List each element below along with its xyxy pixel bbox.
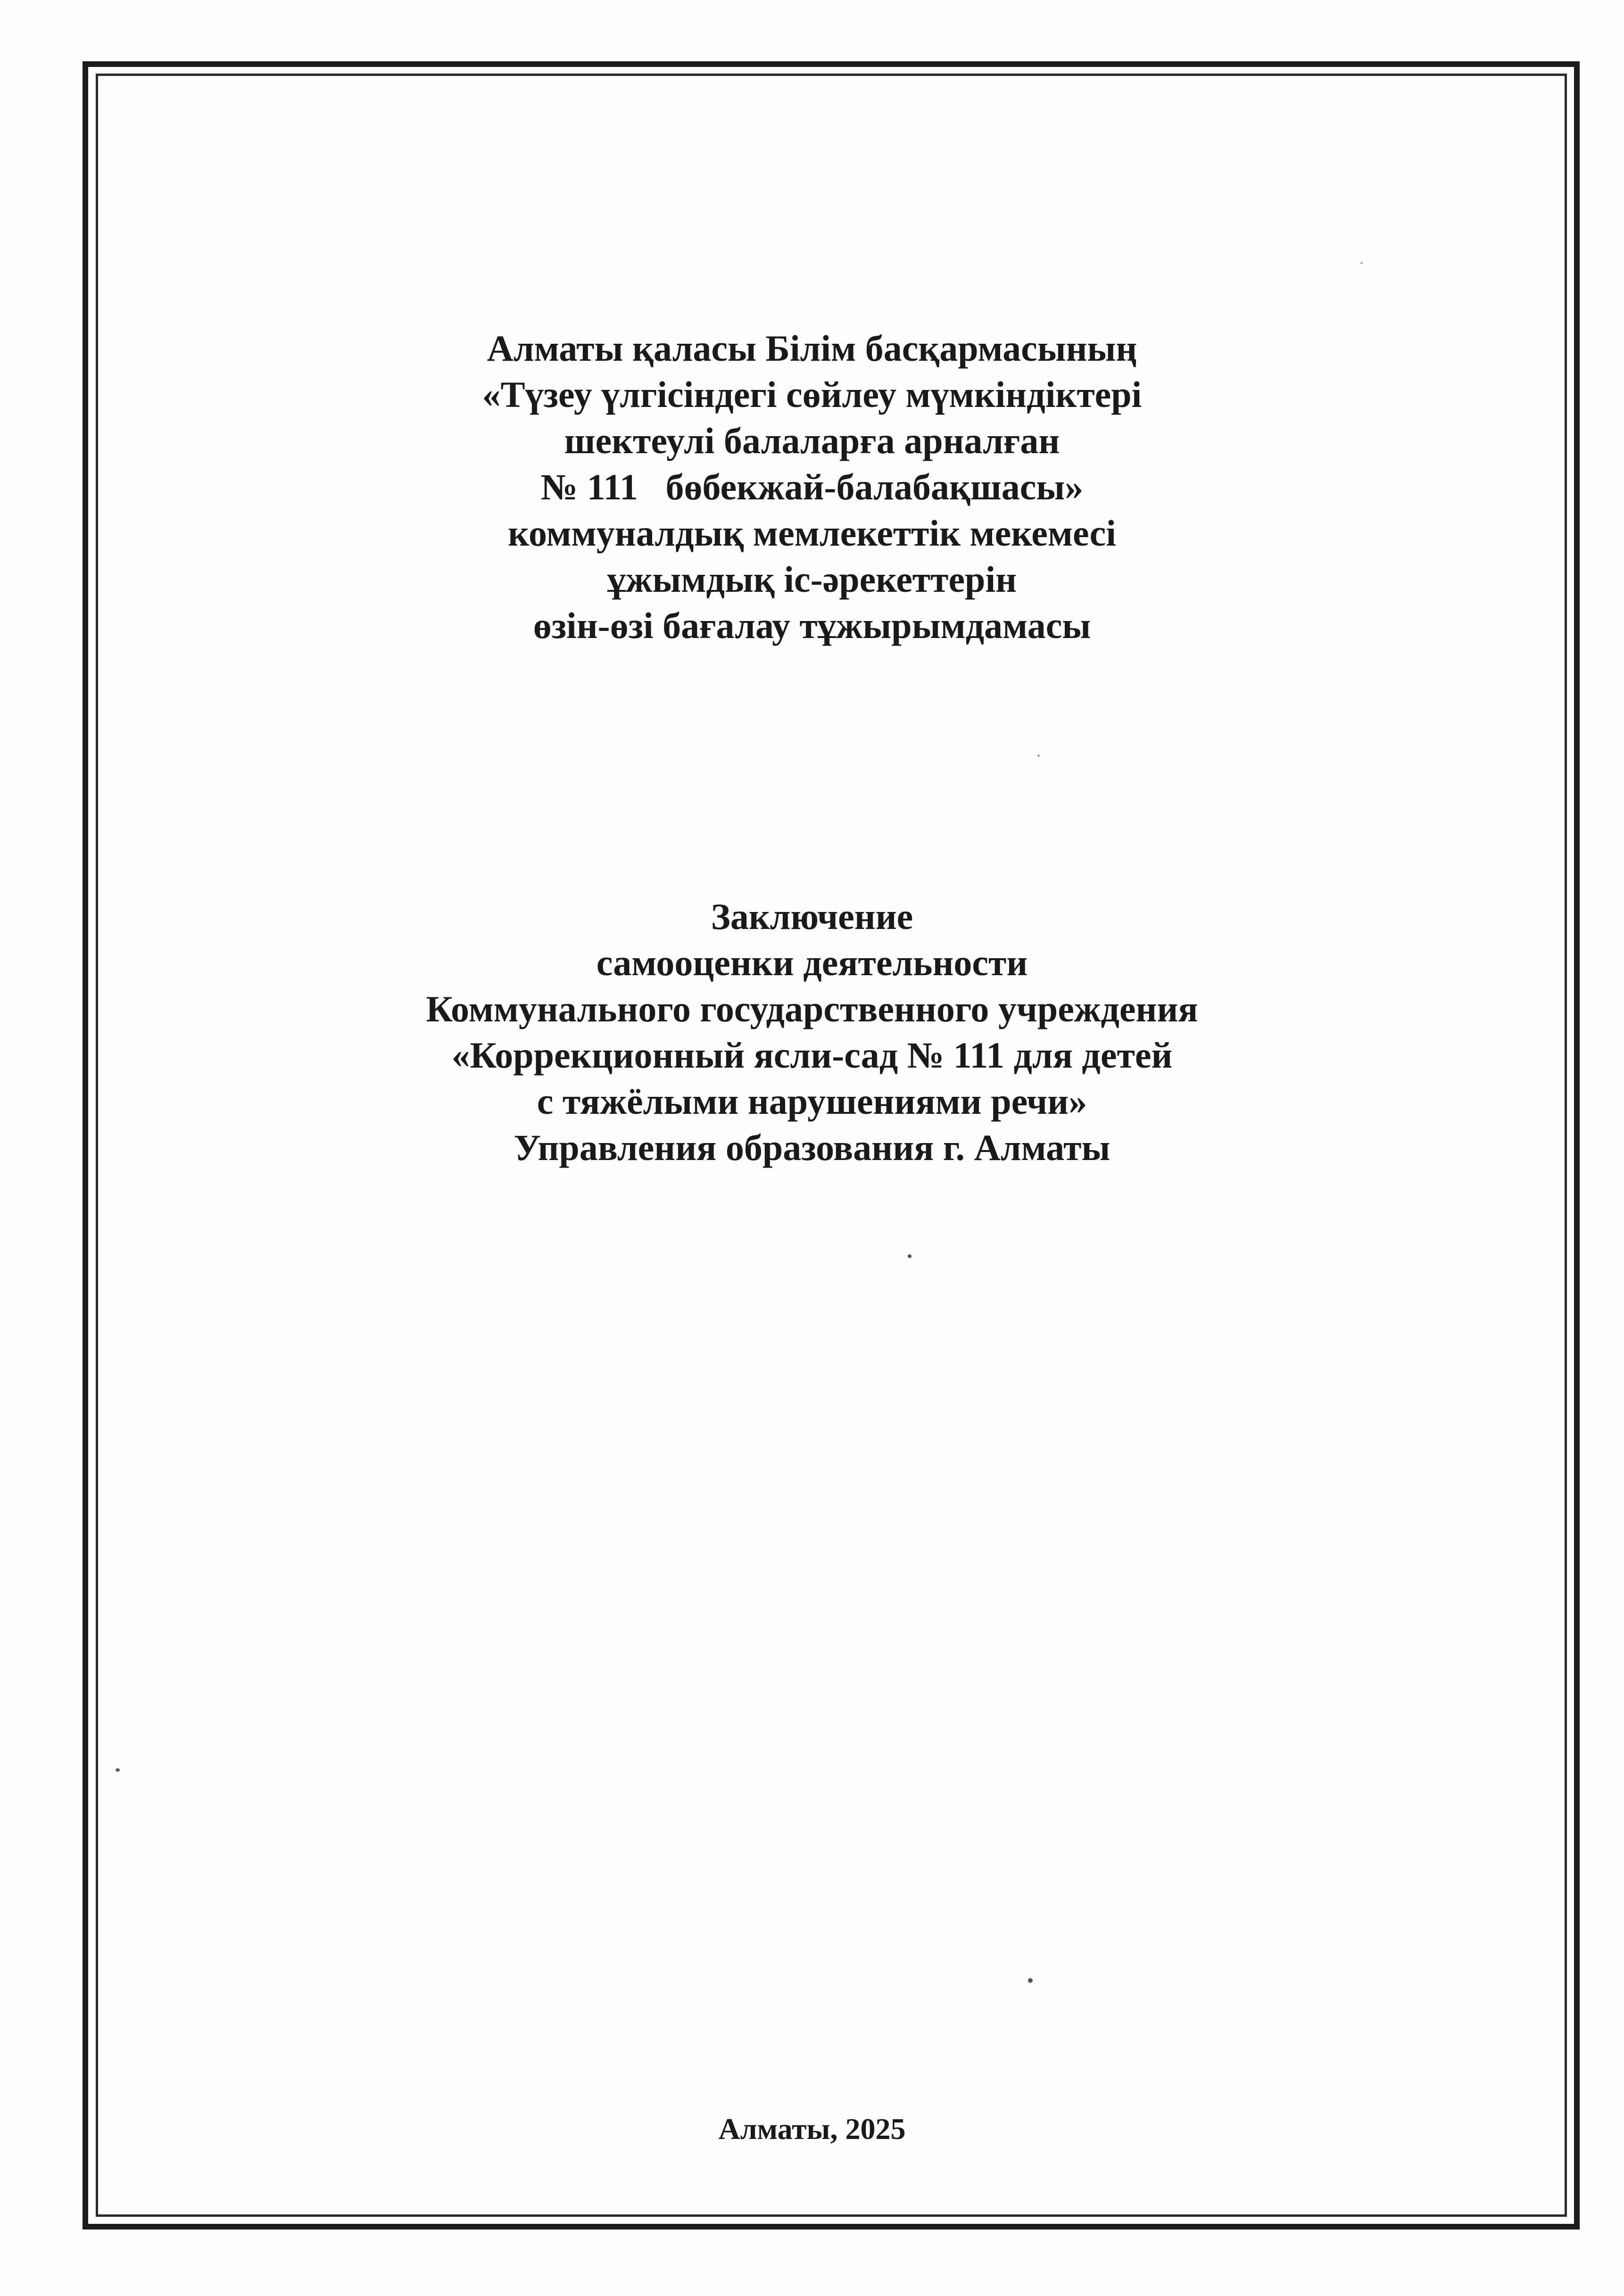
scan-speck [908, 1254, 911, 1258]
scan-speck [1028, 1978, 1033, 1983]
kazakh-title-line: «Түзеу үлгісіндегі сөйлеу мүмкіндіктері [482, 374, 1142, 415]
kazakh-title-line: коммуналдық мемлекеттік мекемесі [508, 513, 1116, 554]
scan-speck [1037, 754, 1040, 757]
russian-title-block [0, 894, 1624, 1171]
kazakh-title-line: ұжымдық іс-әрекеттерін [607, 559, 1017, 600]
scan-speck [1360, 262, 1363, 264]
scan-speck [116, 1768, 120, 1772]
kazakh-title-line: № 111 бөбекжай-балабақшасы» [540, 466, 1084, 507]
kazakh-title-line: шектеулі балаларға арналған [564, 420, 1060, 461]
place-and-year: Алматы, 2025 [718, 2112, 906, 2146]
russian-title-line: самооценки деятельности [596, 942, 1028, 983]
russian-title-line: «Коррекционный ясли-сад № 111 для детей [451, 1035, 1173, 1076]
kazakh-title-line: Алматы қаласы Білім басқармасының [487, 328, 1137, 369]
russian-title-line: с тяжёлыми нарушениями речи» [537, 1081, 1087, 1122]
kazakh-title-line: өзін-өзі бағалау тұжырымдамасы [533, 605, 1091, 646]
russian-title-heading: Заключение [711, 896, 913, 937]
kazakh-title-block [0, 325, 1624, 649]
russian-title-line: Управления образования г. Алматы [514, 1127, 1110, 1168]
russian-title-line: Коммунального государственного учреждения [426, 988, 1198, 1029]
